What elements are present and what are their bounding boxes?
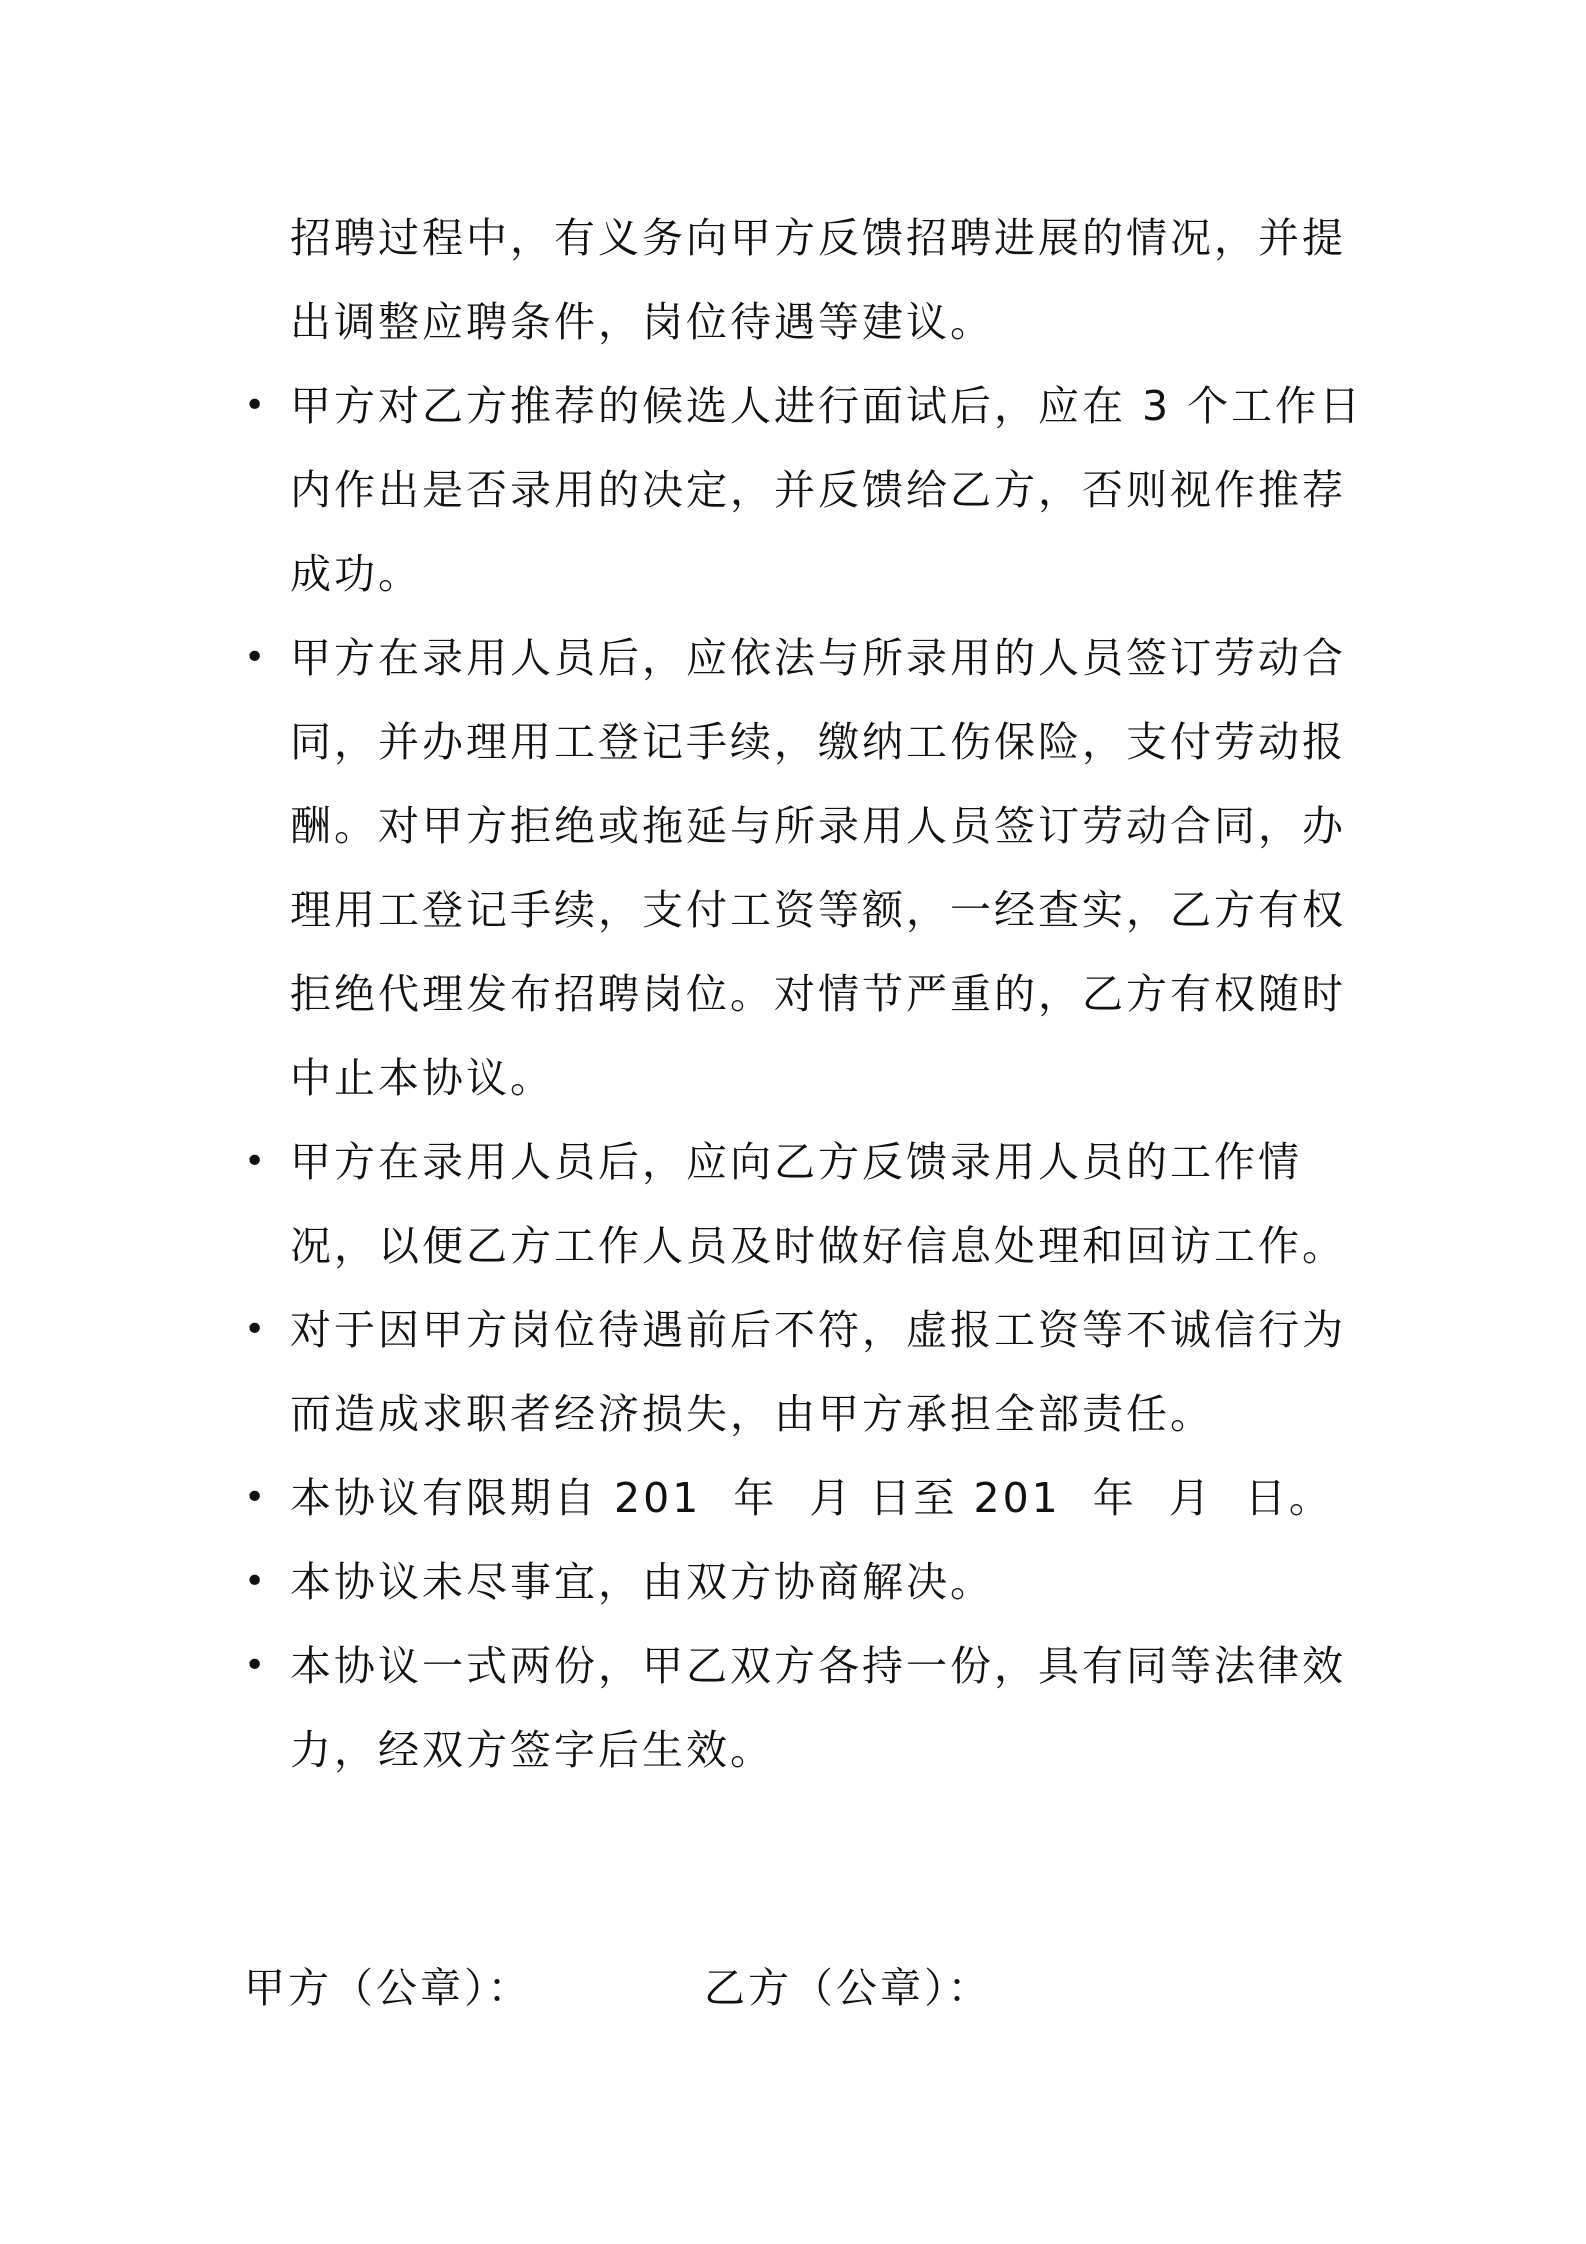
- clause-item: [244, 1288, 1364, 1456]
- continued-clause-text: 招聘过程中，有义务向甲方反馈招聘进展的情况，并提出调整应聘条件，岗位待遇等建议。: [290, 214, 1346, 346]
- clause-item: [244, 1624, 1364, 1792]
- bullet-icon: •: [244, 637, 269, 678]
- clause-item: [244, 1120, 1364, 1288]
- party-a-seal-label: 甲方（公章）：: [244, 1964, 532, 2012]
- clause-text: 甲方在录用人员后，应依法与所录用的人员签订劳动合同，并办理用工登记手续，缴纳工伤保险，支付劳动报酬。对甲方拒绝或拖延与所录用人员签订劳动合同，办理用工登记手续，支付工资等额，一经查实，乙方有权拒绝代理发布招聘岗位。对情节严重的，乙方有权随时中止本协议。: [290, 634, 1346, 1102]
- bullet-icon: •: [244, 1561, 269, 1602]
- clause-text: 甲方对乙方推荐的候选人进行面试后，应在 3 个工作日内作出是否录用的决定，并反馈给乙方，否则视作推荐成功。: [290, 382, 1364, 598]
- bullet-icon: •: [244, 1309, 269, 1350]
- bullet-icon: •: [244, 385, 269, 426]
- clause-text: 甲方在录用人员后，应向乙方反馈录用人员的工作情况，以便乙方工作人员及时做好信息处理和回访工作。: [290, 1138, 1346, 1270]
- clause-item: [244, 616, 1364, 1120]
- clause-text: 本协议有限期自 201 年 月 日至 201 年 月 日。: [290, 1474, 1333, 1522]
- clause-item: [244, 1540, 1364, 1624]
- clause-item: [244, 364, 1364, 616]
- party-b-seal-label: 乙方（公章）：: [704, 1964, 992, 2012]
- clause-item: [244, 1456, 1364, 1540]
- bullet-icon: •: [244, 1141, 269, 1182]
- bullet-icon: •: [244, 1645, 269, 1686]
- bullet-icon: •: [244, 1477, 269, 1518]
- clause-text: 本协议一式两份，甲乙双方各持一份，具有同等法律效力，经双方签字后生效。: [290, 1642, 1346, 1774]
- clause-text: 本协议未尽事宜，由双方协商解决。: [290, 1558, 994, 1606]
- clause-text: 对于因甲方岗位待遇前后不符，虚报工资等不诚信行为而造成求职者经济损失，由甲方承担全部责任。: [290, 1306, 1346, 1438]
- agreement-clauses: [244, 196, 1364, 1792]
